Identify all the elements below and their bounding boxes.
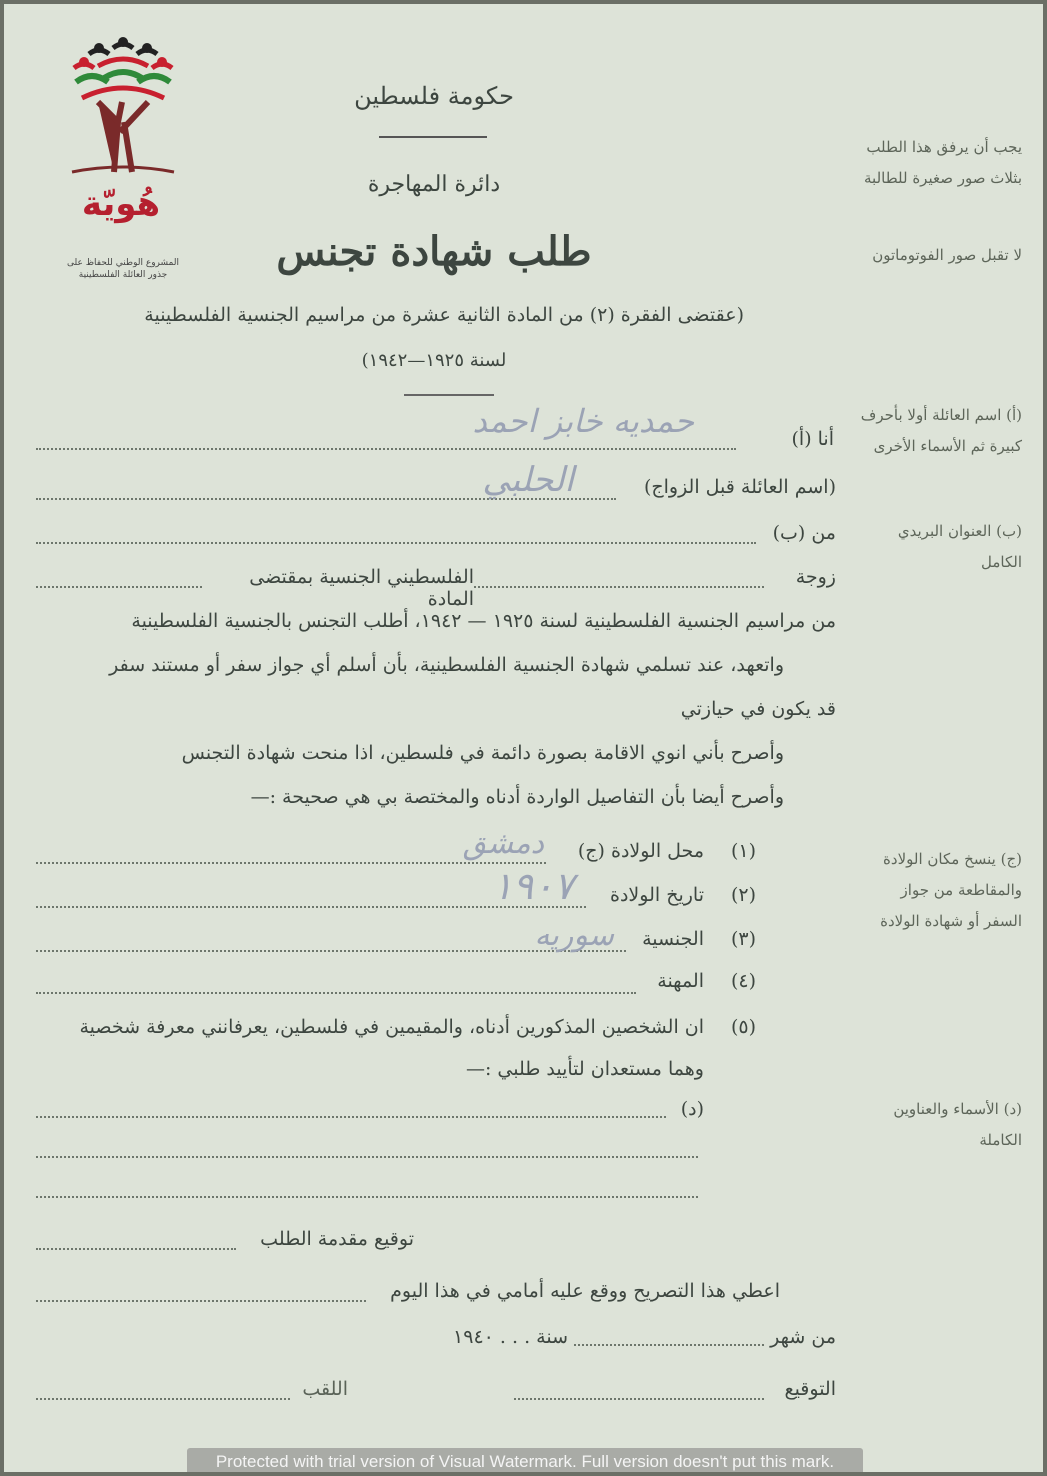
line-referee-2 <box>36 1156 698 1158</box>
note-photos: يجب أن يرفق هذا الطلب بثلاث صور صغيرة للطالبة <box>864 138 1022 187</box>
logo-tagline-1: المشروع الوطني للحفاظ على <box>66 258 179 268</box>
note-c: (ج) ينسخ مكان الولادة والمقاطعة من جواز السفر أو شهادة الولادة <box>880 850 1022 930</box>
government-heading: حكومة فلسطين <box>354 82 514 110</box>
line-article <box>36 586 202 588</box>
handwriting-name: حمديه خابز احمد <box>472 402 694 440</box>
item5-number: (٥) <box>730 1016 756 1038</box>
label-maiden: (اسم العائلة قبل الزواج) <box>643 476 836 498</box>
label-declaration: اعطي هذا التصريح ووقع عليه أمامي في هذا اليوم <box>390 1280 780 1302</box>
line-title <box>36 1398 290 1400</box>
item2-number: (٢) <box>730 884 756 906</box>
line-occupation <box>36 992 636 994</box>
label-signature: التوقيع <box>784 1378 836 1400</box>
family-tree-icon <box>62 32 184 182</box>
item4-number: (٤) <box>730 970 756 992</box>
item3-label: الجنسية <box>642 928 704 950</box>
handwriting-birthdate: ١٩٠٧ <box>492 864 574 908</box>
legal-basis: (عقتضى الفقرة (٢) من المادة الثانية عشرة من مراسيم الجنسية الفلسطينية <box>144 304 744 326</box>
line-declaration-date <box>36 1300 366 1302</box>
label-i-am: أنا (أ) <box>791 428 834 450</box>
label-d: (د) <box>680 1098 704 1120</box>
handwriting-maiden: الحلبي <box>482 460 574 500</box>
para-2: واتعهد، عند تسلمي شهادة الجنسية الفلسطينية، بأن أسلم أي جواز سفر أو مستند سفر <box>109 654 784 676</box>
item5-text-2: وهما مستعدان لتأييد طلبي :— <box>465 1058 704 1080</box>
label-title: اللقب <box>302 1378 348 1400</box>
header-rule-2 <box>404 394 494 396</box>
note-b: (ب) العنوان البريدي الكامل <box>897 522 1022 571</box>
form-title: طلب شهادة تجنس <box>276 228 592 275</box>
line-husband <box>474 586 764 588</box>
logo <box>62 32 184 282</box>
line-name <box>36 448 736 450</box>
logo-name: هُويّة <box>81 184 161 224</box>
item2-label: تاريخ الولادة <box>610 884 704 906</box>
logo-tagline-2: جذور العائلة الفلسطينية <box>78 270 168 280</box>
watermark-banner: Protected with trial version of Visual Watermark. Full version doesn't put this mark. <box>187 1448 863 1472</box>
label-from: من (ب) <box>772 522 836 544</box>
para-3: قد يكون في حيازتي <box>680 698 836 720</box>
label-wife-mid: الفلسطيني الجنسية بمقتضى المادة <box>249 566 474 610</box>
item3-number: (٣) <box>730 928 756 950</box>
line-address <box>36 542 756 544</box>
note-d: (د) الأسماء والعناوين الكاملة <box>893 1100 1022 1149</box>
line-referee-1 <box>36 1116 666 1118</box>
department-heading: دائرة المهاجرة <box>367 172 501 197</box>
legal-years: لسنة ١٩٢٥—١٩٤٢) <box>361 350 507 371</box>
item1-label: محل الولادة (ج) <box>577 840 704 862</box>
item1-number: (١) <box>730 840 756 862</box>
note-photomat: لا تقبل صور الفوتوماتون <box>872 246 1022 264</box>
label-month: من شهر <box>770 1326 836 1348</box>
line-signature <box>514 1398 764 1400</box>
item4-label: المهنة <box>657 970 704 992</box>
label-year: سنة . . . ١٩٤٠ <box>453 1326 568 1348</box>
handwriting-nationality: سوريه <box>534 918 614 953</box>
note-a: (أ) اسم العائلة أولا بأحرف كبيرة ثم الأسماء الأخرى <box>860 406 1022 455</box>
header-rule <box>379 136 487 138</box>
para-5: وأصرح أيضا بأن التفاصيل الواردة أدناه والمختصة بي هي صحيحة :— <box>250 786 784 808</box>
item5-text: ان الشخصين المذكورين أدناه، والمقيمين في فلسطين، يعرفانني معرفة شخصية <box>79 1016 704 1038</box>
handwriting-birthplace: دمشق <box>462 826 544 861</box>
para-4: وأصرح بأني انوي الاقامة بصورة دائمة في فلسطين، اذا منحت شهادة التجنس <box>181 742 784 764</box>
line-referee-3 <box>36 1196 698 1198</box>
line-month <box>574 1344 764 1346</box>
document-page <box>4 4 1043 1472</box>
label-applicant-signature: توقيع مقدمة الطلب <box>260 1228 414 1250</box>
para-1: من مراسيم الجنسية الفلسطينية لسنة ١٩٢٥ — ١٩٤٢، أطلب التجنس بالجنسية الفلسطينية <box>131 610 836 632</box>
label-wife: زوجة <box>795 566 836 588</box>
line-applicant-signature <box>36 1248 236 1250</box>
